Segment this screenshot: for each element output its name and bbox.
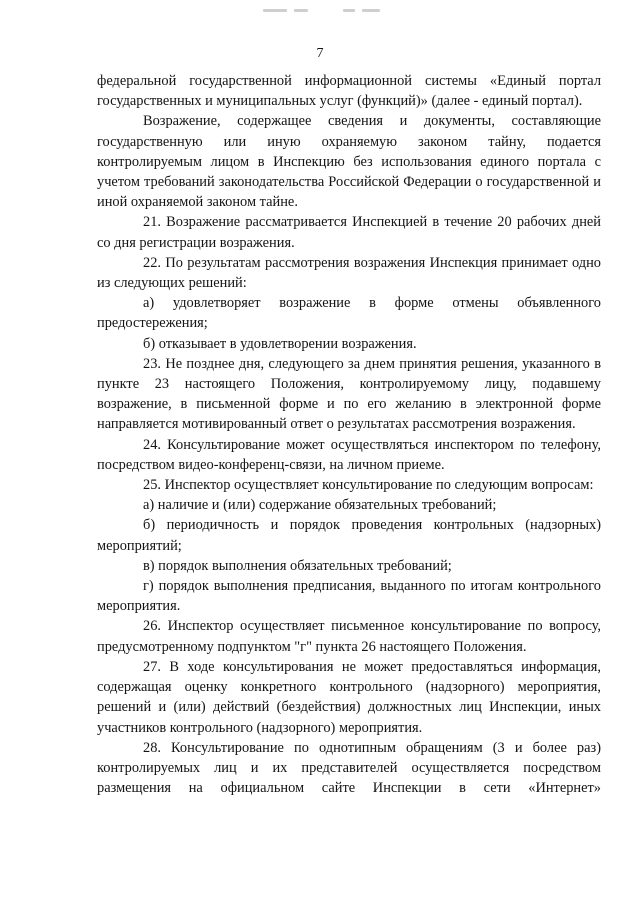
paragraph-continuation: федеральной государственной информационной системы «Единый портал государственных и муниципальных услуг (функций)» (далее - единый портал).: [97, 73, 601, 110]
paragraph-22-b: б) отказывает в удовлетворении возражения.: [143, 335, 417, 352]
paragraph-22-a: а) удовлетворяет возражение в форме отмены объявленного предостережения;: [97, 295, 601, 332]
paragraph-objection-secret: Возражение, содержащее сведения и документы, составляющие государственную или иную охраняемую законом тайну, подается контролируемым лицом в Инспекцию без использования единого портала с учетом требований законодательства Российской Федерации о государственной и иной охраняемой законом тайне.: [97, 113, 601, 211]
paragraph-25-g: г) порядок выполнения предписания, выданного по итогам контрольного мероприятия.: [97, 578, 601, 615]
paragraph-27: 27. В ходе консультирования не может предоставляться информация, содержащая оценку конкретного контрольного (надзорного) мероприятия, решений и (или) действий (бездействия) должностных лиц Инспекции, иных участников контрольного (надзорного) мероприятия.: [97, 658, 601, 736]
scan-artifact-marks: [0, 9, 640, 17]
paragraph-25-b: б) периодичность и порядок проведения контрольных (надзорных) мероприятий;: [97, 517, 601, 554]
paragraph-23: 23. Не позднее дня, следующего за днем принятия решения, указанного в пункте 23 настоящего Положения, контролируемому лицу, подавшему возражение, в письменной форме и по его желанию в электронной форме направляется мотивированный ответ о результатах рассмотрения возражения.: [97, 355, 601, 433]
page-number: 7: [316, 46, 324, 61]
paragraph-24: 24. Консультирование может осуществляться инспектором по телефону, посредством видео-конференц-связи, на личном приеме.: [97, 436, 601, 473]
paragraph-25: 25. Инспектор осуществляет консультирование по следующим вопросам:: [143, 477, 594, 494]
paragraph-28: 28. Консультирование по однотипным обращениям (3 и более раз) контролируемых лиц и их представителей осуществляется посредством размещения на официальном сайте Инспекции в сети «Интернет»: [97, 739, 601, 797]
paragraph-21: 21. Возражение рассматривается Инспекцией в течение 20 рабочих дней со дня регистрации возражения.: [97, 214, 601, 251]
page-body: [97, 71, 601, 798]
paragraph-25-v: в) порядок выполнения обязательных требований;: [143, 557, 452, 574]
paragraph-25-a: а) наличие и (или) содержание обязательных требований;: [143, 497, 497, 514]
paragraph-26: 26. Инспектор осуществляет письменное консультирование по вопросу, предусмотренному подпунктом "г" пункта 26 настоящего Положения.: [97, 618, 601, 655]
paragraph-22: 22. По результатам рассмотрения возражения Инспекция принимает одно из следующих решений:: [97, 254, 601, 292]
